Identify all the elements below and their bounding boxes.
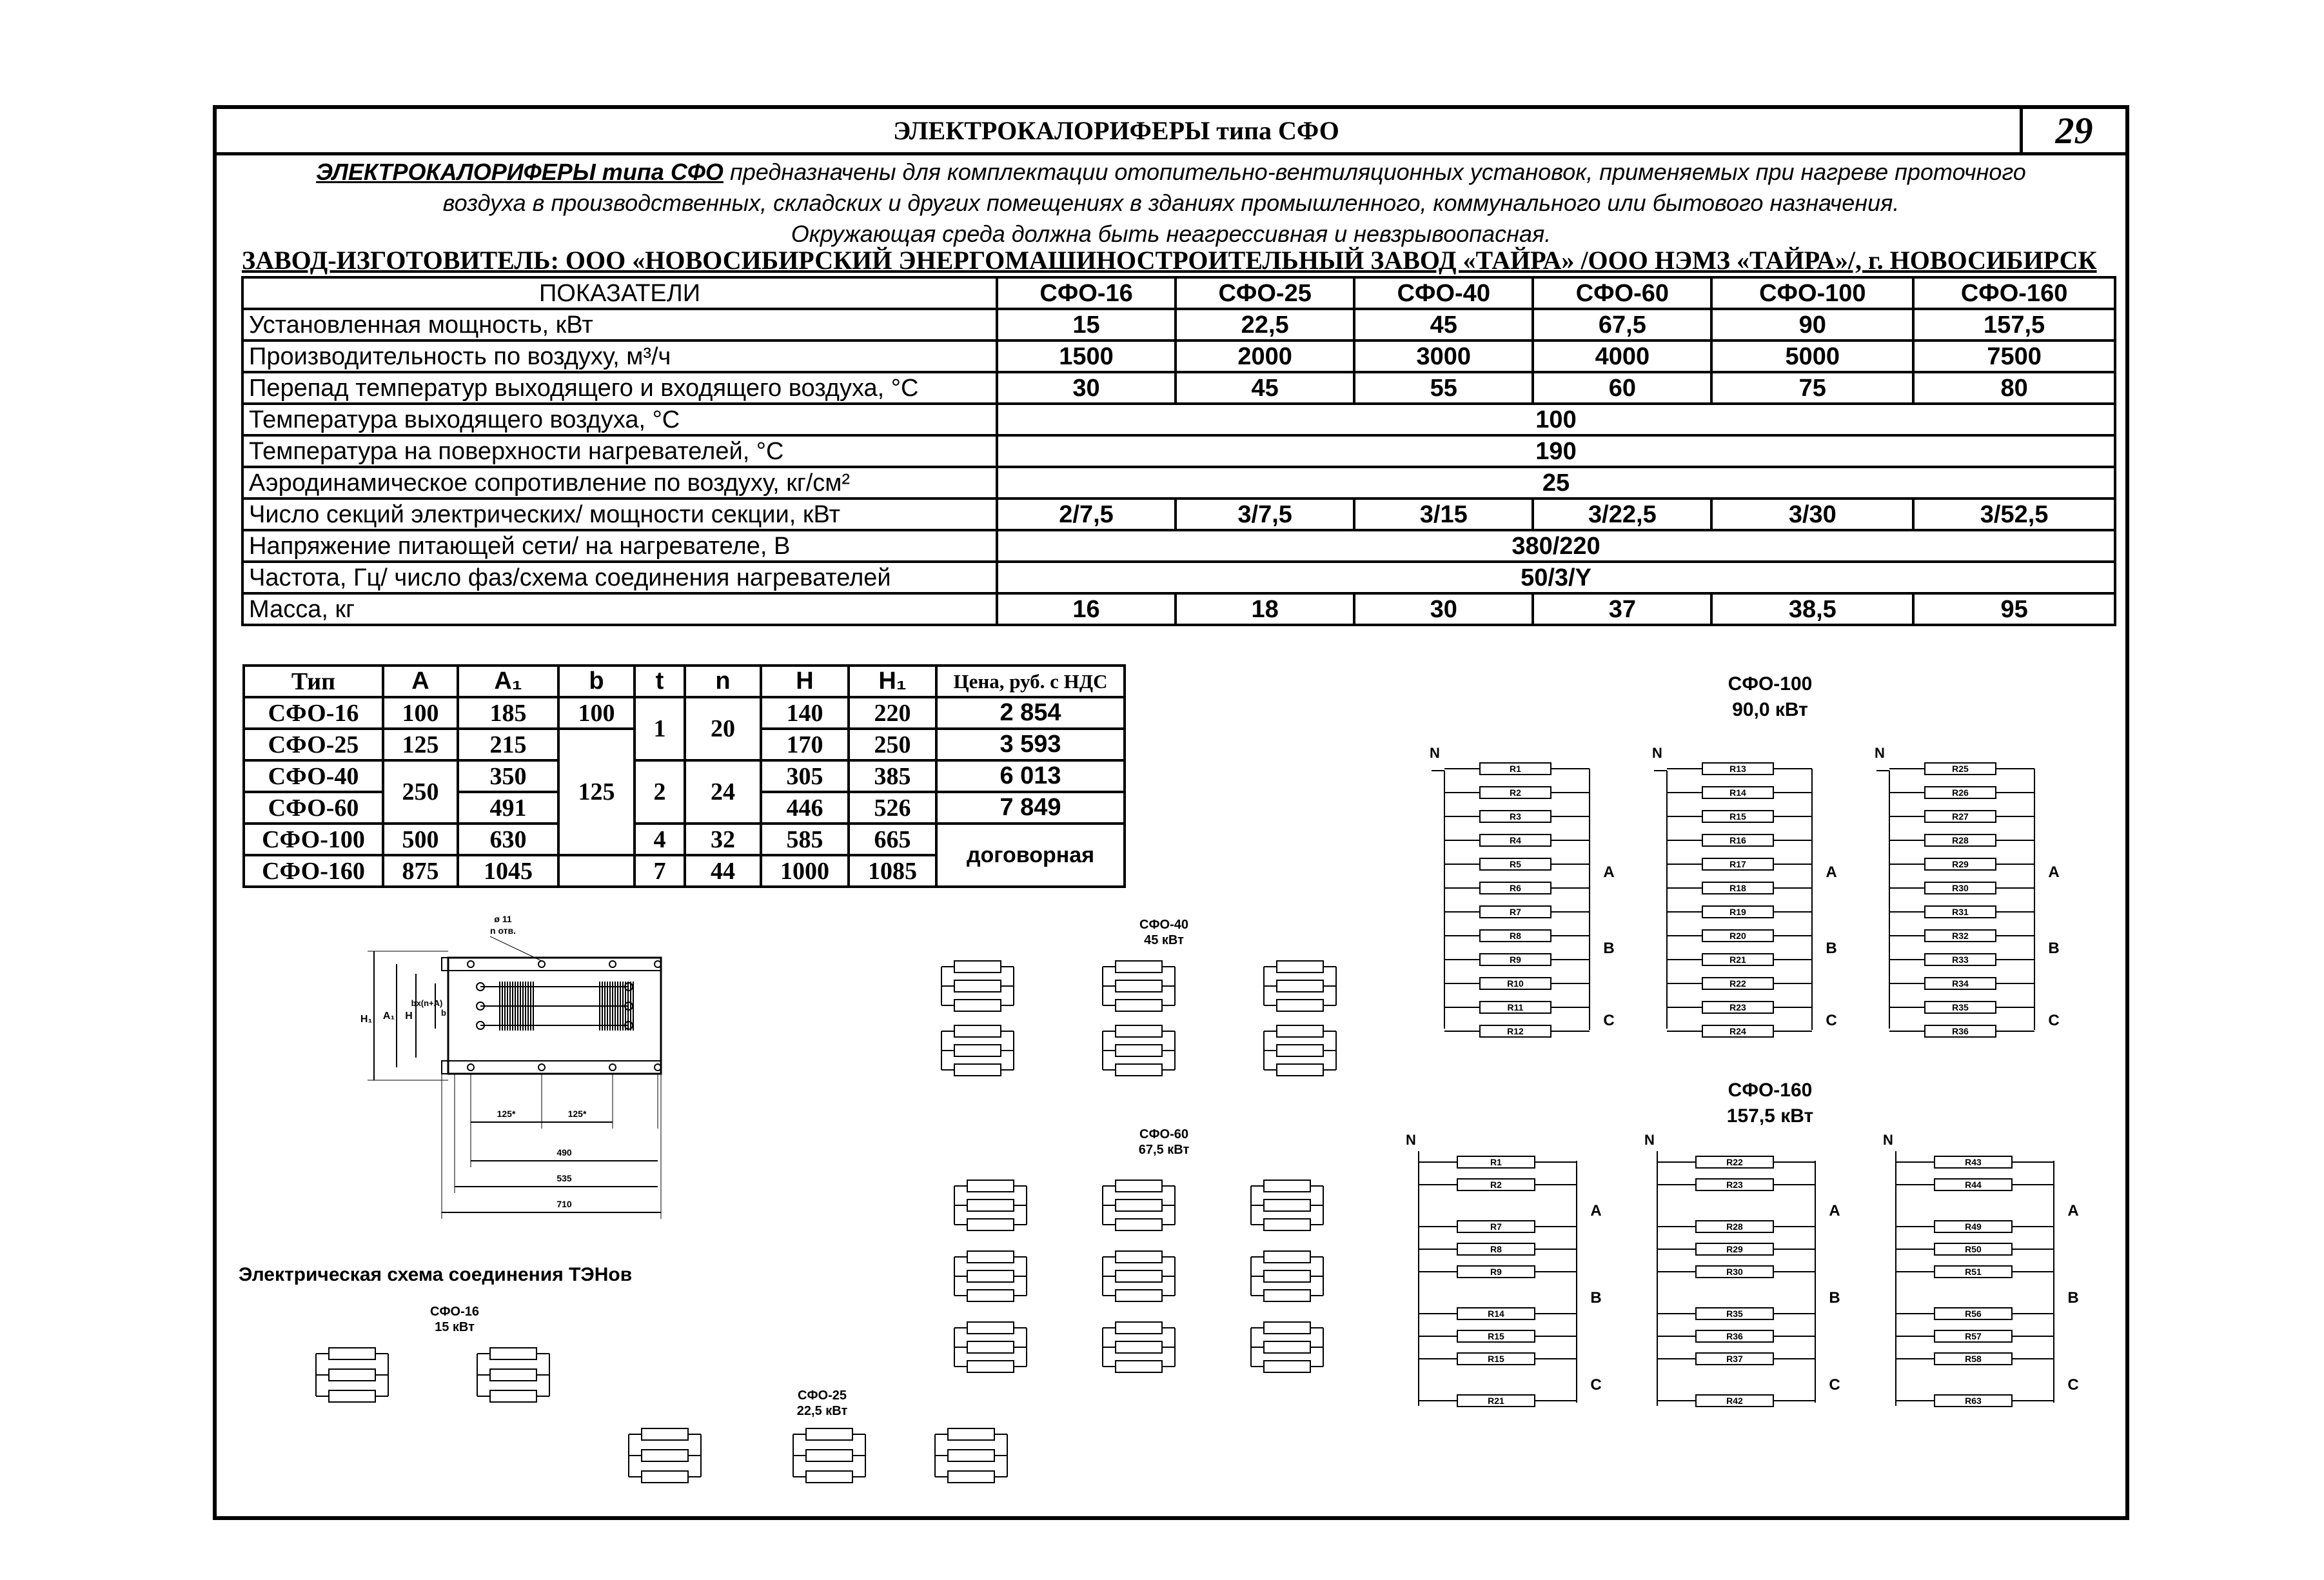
spec-merged-value: 190 xyxy=(997,435,2115,467)
resistor-label: R17 xyxy=(1729,859,1746,869)
resistor-label: R6 xyxy=(1510,883,1521,893)
resistor-label: R11 xyxy=(1507,1002,1524,1012)
dim-h: 1000 xyxy=(761,855,849,887)
dim-h1: 220 xyxy=(849,697,936,729)
resistor xyxy=(1116,1361,1162,1372)
intro-line1: предназначены для комплектации отопительно-вентиляционных установок, применяемых при нагреве проточного xyxy=(723,159,2026,185)
resistor-label: R7 xyxy=(1490,1221,1502,1232)
dim-h1: 1085 xyxy=(849,855,936,887)
manufacturer: ЗАВОД-ИЗГОТОВИТЕЛЬ: ООО «НОВОСИБИРСКИЙ ЭНЕРГОМАШИНОСТРОИТЕЛЬНЫЙ ЗАВОД «ТАЙРА» /ООО НЭМЗ «ТАЙРА»/, г. НОВОСИБИРСК xyxy=(242,246,2097,275)
dim-value: 125* xyxy=(567,1109,587,1119)
resistor-label: R9 xyxy=(1490,1267,1502,1277)
resistor-label: R37 xyxy=(1726,1354,1743,1364)
resistor-label: R34 xyxy=(1952,978,1969,989)
spec-value: 157,5 xyxy=(1913,309,2115,341)
resistor xyxy=(1116,1180,1162,1192)
phase-label: N xyxy=(1652,745,1662,761)
resistor xyxy=(1264,1251,1310,1263)
phase-label: N xyxy=(1883,1132,1893,1148)
dim-label: A₁ xyxy=(382,1011,395,1022)
dim-header-cell: A₁ xyxy=(458,666,558,697)
hole-note: ø 11 xyxy=(494,914,512,924)
resistor xyxy=(1116,1045,1162,1056)
dim-type: СФО-100 xyxy=(244,824,383,855)
scheme-title: 90,0 кВт xyxy=(1732,699,1808,720)
intro-lead: ЭЛЕКТРОКАЛОРИФЕРЫ типа СФО xyxy=(316,159,724,185)
resistor-label: R44 xyxy=(1965,1180,1982,1190)
spec-value: 67,5 xyxy=(1533,309,1711,341)
resistor xyxy=(490,1348,537,1359)
resistor xyxy=(967,1341,1014,1353)
dim-a: 500 xyxy=(383,824,458,855)
resistor-label: R30 xyxy=(1726,1267,1743,1277)
spec-merged-value: 25 xyxy=(997,467,2115,499)
resistor xyxy=(954,1064,1001,1076)
dim-label: H₁ xyxy=(360,1014,373,1025)
phase-label: A xyxy=(2048,864,2060,881)
resistor-label: R14 xyxy=(1488,1308,1504,1319)
dim-h: 140 xyxy=(761,697,849,729)
resistor-label: R5 xyxy=(1510,859,1521,869)
resistor xyxy=(1116,1025,1162,1037)
spec-value: 16 xyxy=(997,593,1176,625)
dim-price: 7 849 xyxy=(936,792,1125,824)
dim-label: H xyxy=(405,1011,413,1022)
resistor-label: R35 xyxy=(1952,1002,1969,1012)
spec-value: 3/52,5 xyxy=(1913,499,2115,530)
resistor-label: R12 xyxy=(1507,1026,1524,1036)
dim-a1: 350 xyxy=(458,760,558,792)
dim-a1: 215 xyxy=(458,729,558,760)
dim-header-cell: A xyxy=(383,666,458,697)
resistor xyxy=(967,1200,1014,1211)
spec-value: 22,5 xyxy=(1176,309,1354,341)
resistor-label: R19 xyxy=(1729,907,1746,917)
spec-merged-value: 50/3/Y xyxy=(997,562,2115,593)
resistor xyxy=(1264,1341,1310,1353)
phase-label: A xyxy=(1829,1202,1840,1220)
dim-n: 44 xyxy=(685,855,761,887)
resistor-label: R8 xyxy=(1490,1244,1502,1254)
intro-line2: воздуха в производственных, складских и других помещениях в зданиях промышленного, коммунального или бытового назначения. xyxy=(442,190,1900,216)
resistor xyxy=(1277,980,1323,992)
resistor xyxy=(1116,1341,1162,1353)
resistor-label: R14 xyxy=(1729,787,1746,798)
resistor-label: R42 xyxy=(1726,1396,1743,1406)
spec-header-cell: СФО-16 xyxy=(997,277,1176,309)
spec-value: 3/22,5 xyxy=(1533,499,1711,530)
resistor-label: R33 xyxy=(1952,954,1969,965)
resistor-label: R18 xyxy=(1729,883,1746,893)
spec-value: 45 xyxy=(1354,309,1533,341)
spec-value: 7500 xyxy=(1913,341,2115,372)
dim-price: 3 593 xyxy=(936,729,1125,760)
scheme-title: 22,5 кВт xyxy=(796,1404,848,1418)
dim-type: СФО-25 xyxy=(244,729,383,760)
spec-param: Число секций электрических/ мощности секции, кВт xyxy=(242,499,997,530)
resistor xyxy=(806,1471,852,1483)
resistor xyxy=(967,1322,1014,1334)
dim-value: 535 xyxy=(556,1173,572,1183)
resistor xyxy=(490,1390,537,1402)
phase-label: N xyxy=(1644,1132,1655,1148)
resistor xyxy=(1277,1045,1323,1056)
dim-h1: 385 xyxy=(849,760,936,792)
dim-h: 585 xyxy=(761,824,849,855)
resistor-label: R36 xyxy=(1726,1331,1743,1341)
phase-label: B xyxy=(1590,1289,1602,1307)
spec-param: Частота, Гц/ число фаз/схема соединения нагревателей xyxy=(242,562,997,593)
resistor-label: R58 xyxy=(1965,1354,1982,1364)
resistor-label: R35 xyxy=(1726,1308,1743,1319)
dim-type: СФО-60 xyxy=(244,792,383,824)
dim-h: 170 xyxy=(761,729,849,760)
resistor xyxy=(1264,1270,1310,1282)
resistor-label: R23 xyxy=(1726,1180,1743,1190)
resistor-label: R26 xyxy=(1952,787,1969,798)
spec-value: 95 xyxy=(1913,593,2115,625)
spec-value: 1500 xyxy=(997,341,1176,372)
resistor-label: R56 xyxy=(1965,1308,1982,1319)
dim-b: 100 xyxy=(558,697,635,729)
resistor-label: R2 xyxy=(1510,787,1521,798)
resistor-label: R25 xyxy=(1952,764,1969,774)
scheme-title: СФО-60 xyxy=(1139,1127,1188,1141)
spec-header-cell: СФО-40 xyxy=(1354,277,1533,309)
dim-value: 125* xyxy=(497,1109,516,1119)
dim-price: договорная xyxy=(936,824,1125,887)
resistor xyxy=(806,1450,852,1461)
resistor-label: R15 xyxy=(1488,1331,1504,1341)
phase-label: B xyxy=(1603,940,1615,957)
scheme-title: СФО-16 xyxy=(430,1305,479,1319)
resistor-label: R24 xyxy=(1729,1026,1746,1036)
resistor xyxy=(1264,1180,1310,1192)
dim-a: 875 xyxy=(383,855,458,887)
dim-a1: 1045 xyxy=(458,855,558,887)
resistor-label: R3 xyxy=(1510,811,1521,822)
spec-value: 75 xyxy=(1711,372,1913,404)
resistor-label: R29 xyxy=(1726,1244,1743,1254)
resistor-label: R28 xyxy=(1726,1221,1743,1232)
spec-value: 30 xyxy=(1354,593,1533,625)
spec-value: 45 xyxy=(1176,372,1354,404)
phase-label: N xyxy=(1406,1132,1416,1148)
dim-header-cell: Цена, руб. с НДС xyxy=(936,666,1125,697)
spec-param: Температура на поверхности нагревателей, °С xyxy=(242,435,997,467)
page-title: ЭЛЕКТРОКАЛОРИФЕРЫ типа СФО xyxy=(893,116,1339,145)
spec-param: Установленная мощность, кВт xyxy=(242,309,997,341)
resistor xyxy=(1264,1322,1310,1334)
phase-label: B xyxy=(1829,1289,1840,1307)
phase-label: B xyxy=(2067,1289,2079,1307)
resistor-label: R32 xyxy=(1952,931,1969,941)
resistor-label: R21 xyxy=(1488,1396,1504,1406)
resistor xyxy=(967,1290,1014,1301)
resistor xyxy=(967,1180,1014,1192)
resistor xyxy=(1116,980,1162,992)
resistor xyxy=(642,1450,688,1461)
dim-a: 125 xyxy=(383,729,458,760)
resistor-label: R4 xyxy=(1510,835,1521,845)
dim-label: b xyxy=(441,1008,446,1018)
resistor xyxy=(1277,1064,1323,1076)
resistor xyxy=(967,1251,1014,1263)
spec-header-cell: СФО-60 xyxy=(1533,277,1711,309)
spec-value: 60 xyxy=(1533,372,1711,404)
resistor xyxy=(954,961,1001,973)
dim-type: СФО-160 xyxy=(244,855,383,887)
dim-price: 2 854 xyxy=(936,697,1125,729)
resistor-label: R23 xyxy=(1729,1002,1746,1012)
dim-a: 100 xyxy=(383,697,458,729)
dim-h: 446 xyxy=(761,792,849,824)
resistor-label: R15 xyxy=(1488,1354,1504,1364)
dim-t: 2 xyxy=(635,760,685,824)
spec-merged-value: 380/220 xyxy=(997,530,2115,562)
dim-header-cell: H xyxy=(761,666,849,697)
resistor-label: R22 xyxy=(1729,978,1746,989)
resistor xyxy=(329,1390,375,1402)
resistor-label: R28 xyxy=(1952,835,1969,845)
resistor xyxy=(1116,1322,1162,1334)
scheme-title: СФО-160 xyxy=(1728,1080,1813,1101)
resistor xyxy=(329,1348,375,1359)
spec-header-cell: СФО-160 xyxy=(1913,277,2115,309)
spec-header-cell: СФО-100 xyxy=(1711,277,1913,309)
schemes-caption: Электрическая схема соединения ТЭНов xyxy=(239,1264,633,1285)
resistor xyxy=(967,1361,1014,1372)
resistor xyxy=(954,1000,1001,1011)
resistor xyxy=(954,1045,1001,1056)
resistor xyxy=(490,1369,537,1381)
dim-header-cell: Тип xyxy=(244,666,383,697)
resistor-label: R29 xyxy=(1952,859,1969,869)
dim-t: 7 xyxy=(635,855,685,887)
resistor-label: R63 xyxy=(1965,1396,1982,1406)
resistor xyxy=(1116,961,1162,973)
resistor xyxy=(1277,961,1323,973)
resistor xyxy=(1116,1270,1162,1282)
resistor-label: R31 xyxy=(1952,907,1969,917)
phase-label: N xyxy=(1430,745,1440,761)
hole-note: n отв. xyxy=(490,925,516,936)
phase-label: N xyxy=(1875,745,1885,761)
spec-value: 5000 xyxy=(1711,341,1913,372)
resistor-label: R36 xyxy=(1952,1026,1969,1036)
resistor-label: R57 xyxy=(1965,1331,1982,1341)
dim-a1: 491 xyxy=(458,792,558,824)
spec-value: 38,5 xyxy=(1711,593,1913,625)
spec-value: 37 xyxy=(1533,593,1711,625)
dim-type: СФО-40 xyxy=(244,760,383,792)
resistor xyxy=(967,1219,1014,1230)
resistor xyxy=(948,1450,994,1461)
resistor-label: R21 xyxy=(1729,954,1746,965)
dim-h1: 665 xyxy=(849,824,936,855)
resistor-label: R1 xyxy=(1490,1157,1502,1167)
resistor-label: R1 xyxy=(1510,764,1521,774)
dim-b: 125 xyxy=(558,729,635,855)
resistor xyxy=(948,1428,994,1440)
dim-h: 305 xyxy=(761,760,849,792)
dim-t: 4 xyxy=(635,824,685,855)
dim-h1: 526 xyxy=(849,792,936,824)
resistor-label: R8 xyxy=(1510,931,1521,941)
scheme-title: СФО-100 xyxy=(1728,673,1813,695)
spec-param: Производительность по воздуху, м³/ч xyxy=(242,341,997,372)
resistor xyxy=(806,1428,852,1440)
resistor-label: R13 xyxy=(1729,764,1746,774)
resistor xyxy=(1116,1000,1162,1011)
spec-param: Аэродинамическое сопротивление по воздуху, кг/см² xyxy=(242,467,997,499)
resistor xyxy=(1116,1200,1162,1211)
phase-label: C xyxy=(1826,1012,1837,1029)
scheme-title: СФО-40 xyxy=(1139,918,1188,932)
spec-value: 55 xyxy=(1354,372,1533,404)
dim-t: 1 xyxy=(635,697,685,760)
spec-value: 3/7,5 xyxy=(1176,499,1354,530)
resistor xyxy=(1264,1200,1310,1211)
resistor xyxy=(1116,1219,1162,1230)
spec-value: 15 xyxy=(997,309,1176,341)
resistor xyxy=(642,1428,688,1440)
spec-param: Масса, кг xyxy=(242,593,997,625)
resistor xyxy=(1264,1361,1310,1372)
resistor xyxy=(1264,1290,1310,1301)
scheme-title: 67,5 кВт xyxy=(1138,1143,1190,1157)
spec-value: 80 xyxy=(1913,372,2115,404)
dim-a1: 185 xyxy=(458,697,558,729)
resistor xyxy=(1264,1219,1310,1230)
resistor-label: R43 xyxy=(1965,1157,1982,1167)
dim-n: 20 xyxy=(685,697,761,760)
spec-header-cell: СФО-25 xyxy=(1176,277,1354,309)
dim-a1: 630 xyxy=(458,824,558,855)
dim-header-cell: t xyxy=(635,666,685,697)
intro-line3: Окружающая среда должна быть неагрессивная и невзрывоопасная. xyxy=(791,221,1551,247)
spec-merged-value: 100 xyxy=(997,404,2115,435)
spec-param: Напряжение питающей сети/ на нагревателе, В xyxy=(242,530,997,562)
resistor-label: R9 xyxy=(1510,954,1521,965)
resistor-label: R50 xyxy=(1965,1244,1982,1254)
scheme-title: 157,5 кВт xyxy=(1726,1105,1814,1127)
resistor-label: R22 xyxy=(1726,1157,1743,1167)
resistor xyxy=(642,1471,688,1483)
dim-price: 6 013 xyxy=(936,760,1125,792)
spec-param: Перепад температур выходящего и входящего воздуха, °С xyxy=(242,372,997,404)
resistor xyxy=(1116,1064,1162,1076)
resistor-label: R27 xyxy=(1952,811,1969,822)
spec-value: 3000 xyxy=(1354,341,1533,372)
resistor-label: R51 xyxy=(1965,1267,1982,1277)
phase-label: C xyxy=(1590,1376,1602,1394)
resistor xyxy=(1116,1290,1162,1301)
resistor xyxy=(954,980,1001,992)
dim-n: 24 xyxy=(685,760,761,824)
resistor xyxy=(1116,1251,1162,1263)
spec-value: 90 xyxy=(1711,309,1913,341)
resistor xyxy=(967,1270,1014,1282)
dim-label: bx(n+A) xyxy=(411,998,443,1008)
resistor-label: R2 xyxy=(1490,1180,1502,1190)
dim-value: 710 xyxy=(556,1199,572,1209)
dim-h1: 250 xyxy=(849,729,936,760)
resistor-label: R16 xyxy=(1729,835,1746,845)
phase-label: A xyxy=(2067,1202,2079,1220)
dim-header-cell: H₁ xyxy=(849,666,936,697)
phase-label: A xyxy=(1603,864,1615,881)
scheme-title: 45 кВт xyxy=(1144,933,1184,947)
dim-n: 32 xyxy=(685,824,761,855)
resistor xyxy=(1277,1025,1323,1037)
dim-value: 490 xyxy=(556,1147,572,1158)
spec-value: 4000 xyxy=(1533,341,1711,372)
phase-label: B xyxy=(2048,940,2060,957)
scheme-title: СФО-25 xyxy=(798,1388,847,1403)
resistor xyxy=(1277,1000,1323,1011)
spec-param: Температура выходящего воздуха, °С xyxy=(242,404,997,435)
phase-label: C xyxy=(2067,1376,2079,1394)
spec-value: 30 xyxy=(997,372,1176,404)
dim-a: 250 xyxy=(383,760,458,824)
dim-header-cell: b xyxy=(558,666,635,697)
resistor xyxy=(329,1369,375,1381)
phase-label: C xyxy=(1603,1012,1615,1029)
scheme-title: 15 кВт xyxy=(435,1320,475,1334)
phase-label: A xyxy=(1590,1202,1602,1220)
dim-type: СФО-16 xyxy=(244,697,383,729)
spec-value: 3/15 xyxy=(1354,499,1533,530)
resistor xyxy=(948,1471,994,1483)
phase-label: C xyxy=(1829,1376,1840,1394)
spec-value: 3/30 xyxy=(1711,499,1913,530)
spec-value: 18 xyxy=(1176,593,1354,625)
phase-label: A xyxy=(1826,864,1837,881)
spec-value: 2/7,5 xyxy=(997,499,1176,530)
dim-header-cell: n xyxy=(685,666,761,697)
page-number: 29 xyxy=(2020,109,2125,152)
resistor-label: R10 xyxy=(1507,978,1524,989)
resistor-label: R7 xyxy=(1510,907,1521,917)
spec-header-cell: ПОКАЗАТЕЛИ xyxy=(242,277,997,309)
resistor xyxy=(954,1025,1001,1037)
resistor-label: R15 xyxy=(1729,811,1746,822)
spec-value: 2000 xyxy=(1176,341,1354,372)
resistor-label: R30 xyxy=(1952,883,1969,893)
resistor-label: R49 xyxy=(1965,1221,1982,1232)
phase-label: B xyxy=(1826,940,1837,957)
resistor-label: R20 xyxy=(1729,931,1746,941)
phase-label: C xyxy=(2048,1012,2060,1029)
